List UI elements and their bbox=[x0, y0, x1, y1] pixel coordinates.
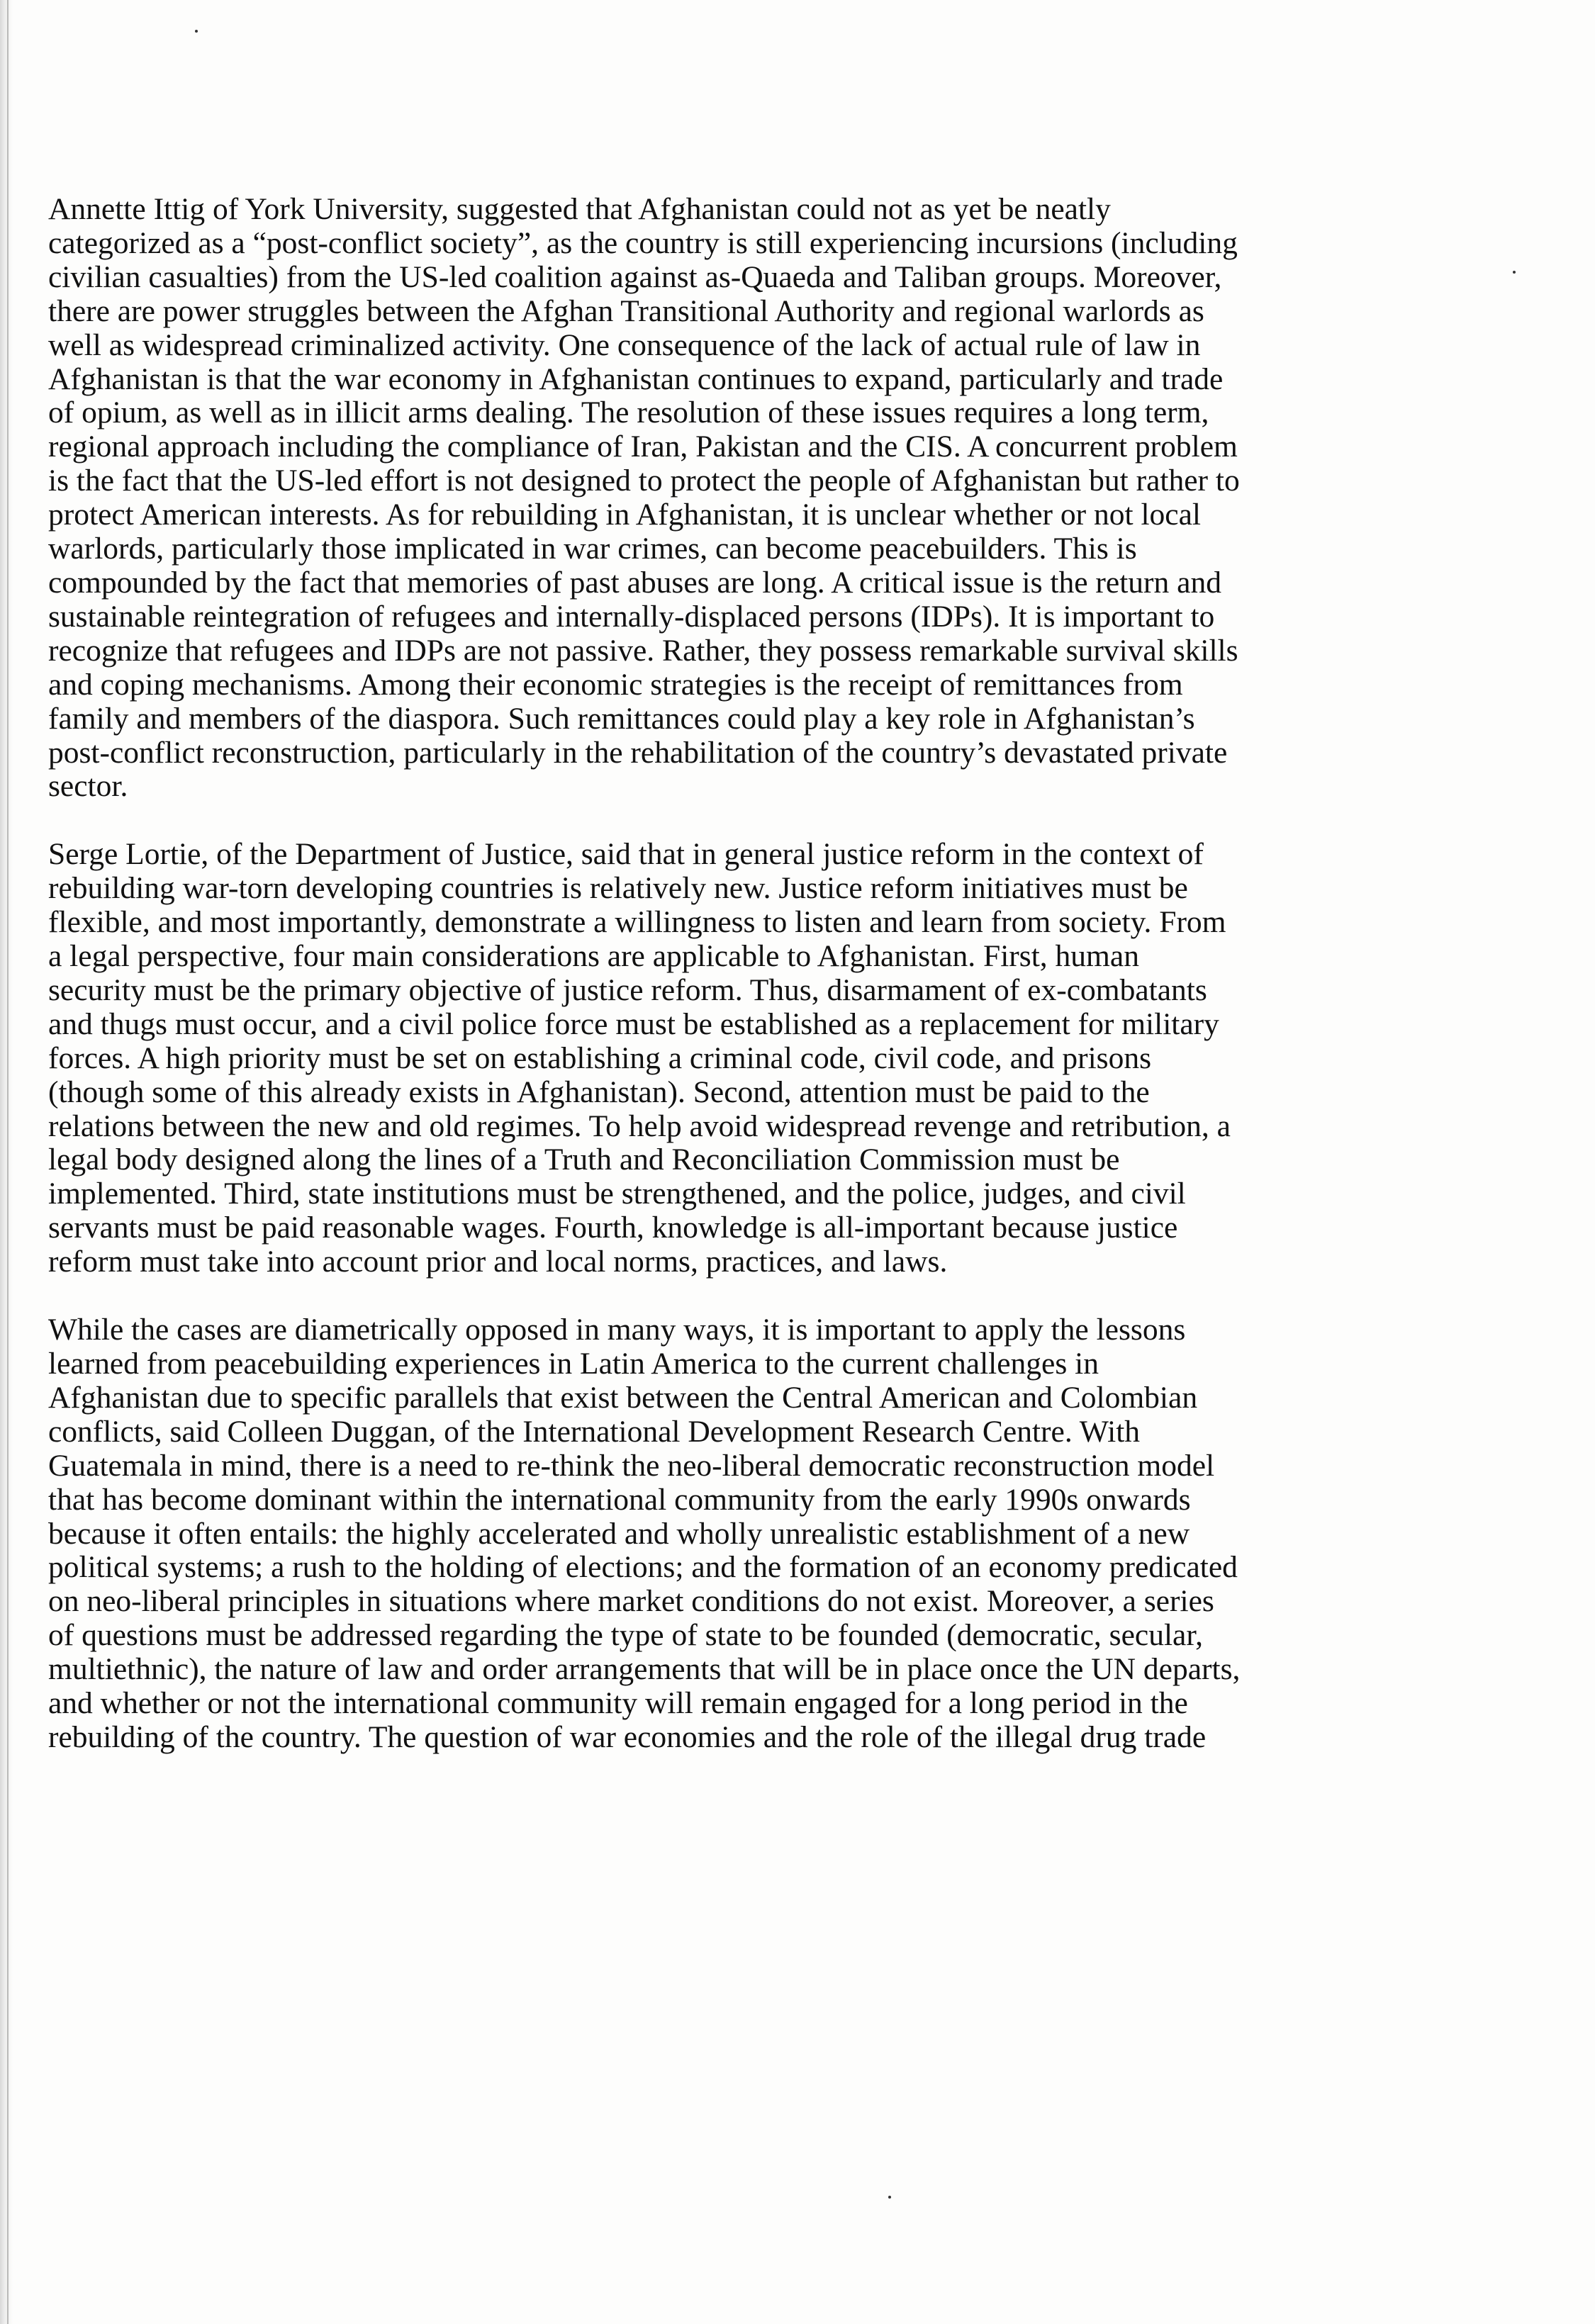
scan-speck bbox=[888, 2196, 891, 2199]
scan-speck bbox=[1513, 271, 1516, 274]
scan-binding-line bbox=[7, 0, 9, 2324]
scan-left-edge bbox=[0, 0, 13, 2324]
paragraph-duggan: While the cases are diametrically opposed in many ways, it is important to apply the lessons learned from peacebuilding experiences in Latin America to the current challenges in Afghanistan due to specific parallels that exist between the Central American and Colombian conflicts, said Colleen Duggan, of the International Development Research Centre. With Guatemala in mind, there is a need to re-think the neo-liberal democratic reconstruction model that has become dominant within the international community from the early 1990s onwards because it often entails: the highly accelerated and wholly unrealistic establishment of a new political systems; a rush to the holding of elections; and the formation of an economy predicated on neo-liberal principles in situations where market conditions do not exist. Moreover, a series of questions must be addressed regarding the type of state to be founded (democratic, secular, multiethnic), the nature of law and order arrangements that will be in place once the UN departs, and whether or not the international community will remain engaged for a long period in the rebuilding of the country. The question of war economies and the role of the illegal drug trade bbox=[48, 1313, 1241, 1754]
paragraph-ittig: Annette Ittig of York University, suggested that Afghanistan could not as yet be neatly categorized as a “post-conflict society”, as the country is still experiencing incursions (including civilian casualties) from the US-led coalition against as-Quaeda and Taliban groups. Moreover, there are power struggles between the Afghan Transitional Authority and regional warlords as well as widespread criminalized activity. One consequence of the lack of actual rule of law in Afghanistan is that the war economy in Afghanistan continues to expand, particularly and trade of opium, as well as in illicit arms dealing. The resolution of these issues requires a long term, regional approach including the compliance of Iran, Pakistan and the CIS. A concurrent problem is the fact that the US-led effort is not designed to protect the people of Afghanistan but rather to protect American interests. As for rebuilding in Afghanistan, it is unclear whether or not local warlords, particularly those implicated in war crimes, can become peacebuilders. This is compounded by the fact that memories of past abuses are long. A critical issue is the return and sustainable reintegration of refugees and internally-displaced persons (IDPs). It is important to recognize that refugees and IDPs are not passive. Rather, they possess remarkable survival skills and coping mechanisms. Among their economic strategies is the receipt of remittances from family and members of the diaspora. Such remittances could play a key role in Afghanistan’s post-conflict reconstruction, particularly in the rehabilitation of the country’s devastated private sector. bbox=[48, 192, 1240, 804]
scan-speck bbox=[195, 30, 198, 33]
document-body bbox=[48, 193, 1509, 1789]
paragraph-lortie: Serge Lortie, of the Department of Justice, said that in general justice reform in the context of rebuilding war-torn developing countries is relatively new. Justice reform initiatives must be flexible, and most importantly, demonstrate a willingness to listen and learn from society. From a legal perspective, four main considerations are applicable to Afghanistan. First, human security must be the primary objective of justice reform. Thus, disarmament of ex-combatants and thugs must occur, and a civil police force must be established as a replacement for military forces. A high priority must be set on establishing a criminal code, civil code, and prisons (though some of this already exists in Afghanistan). Second, attention must be paid to the relations between the new and old regimes. To help avoid widespread revenge and retribution, a legal body designed along the lines of a Truth and Reconciliation Commission must be implemented. Third, state institutions must be strengthened, and the police, judges, and civil servants must be paid reasonable wages. Fourth, knowledge is all-important because justice reform must take into account prior and local norms, practices, and laws. bbox=[48, 837, 1231, 1279]
